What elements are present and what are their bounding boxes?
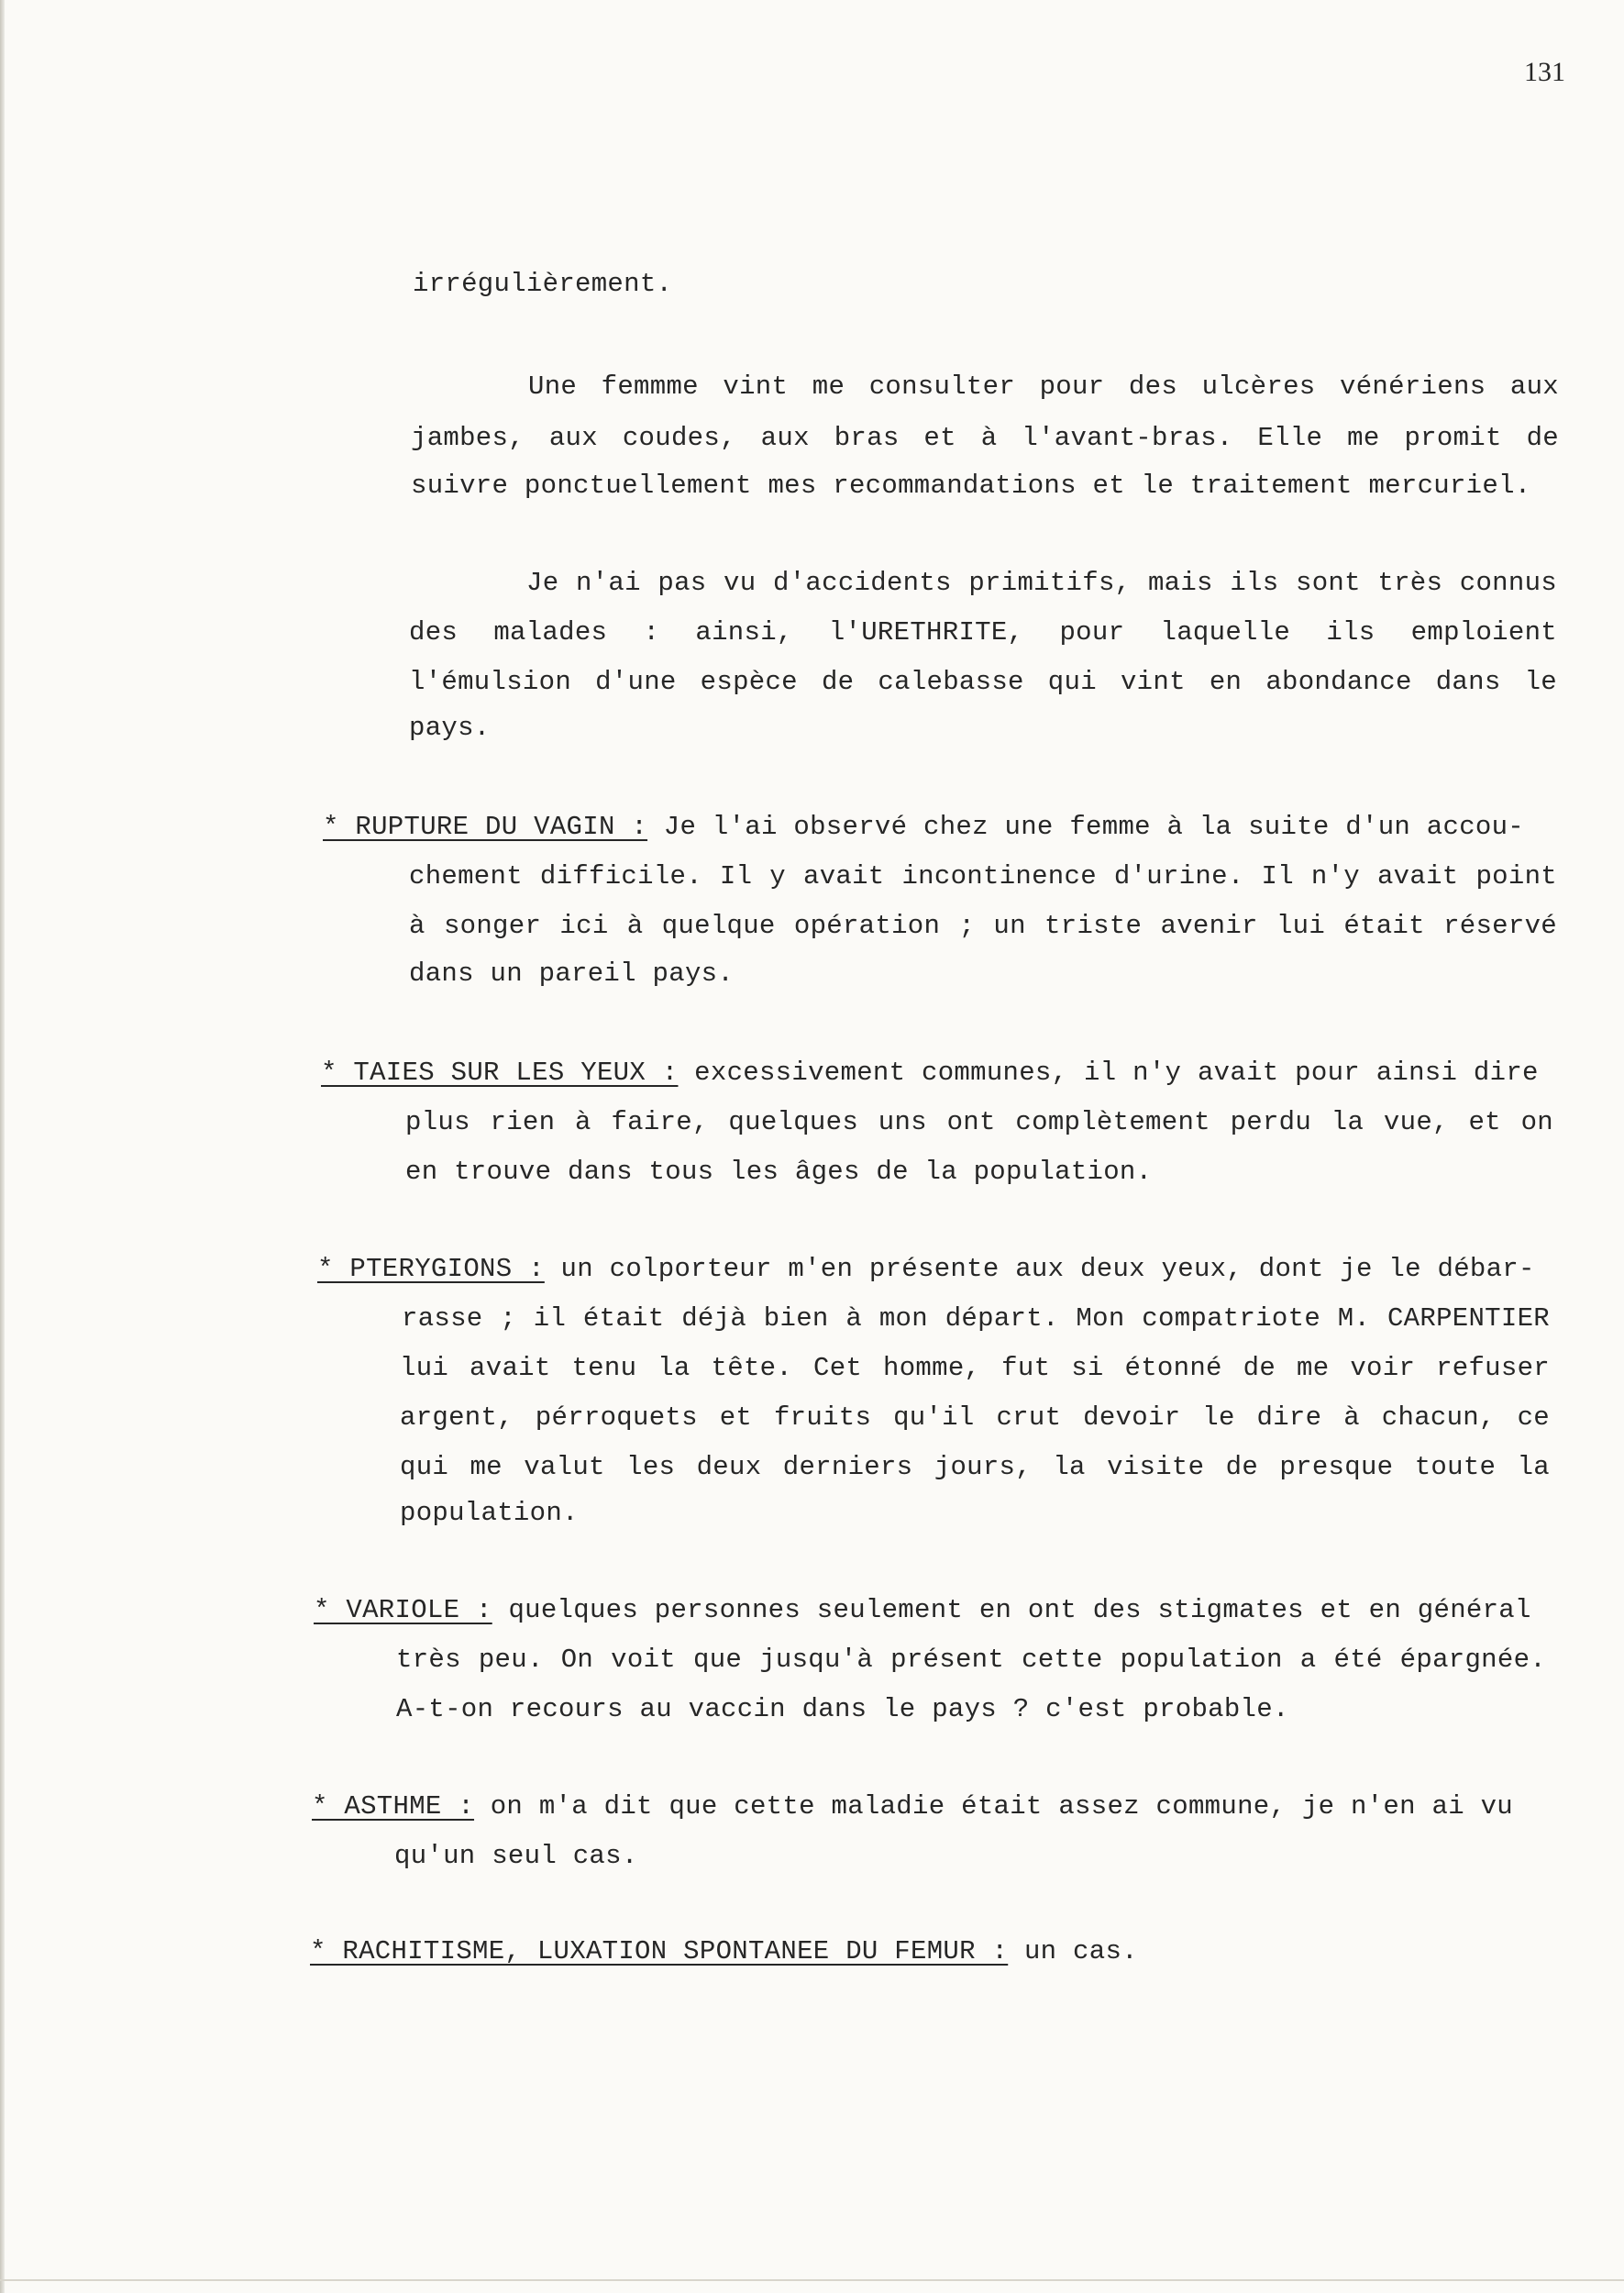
entry-heading: * VARIOLE : <box>314 1595 492 1625</box>
entry-first-line <box>317 1253 1535 1286</box>
entry-line: en trouve dans tous les âges de la population. <box>405 1157 1153 1187</box>
entry-line: qu'un seul cas. <box>394 1841 638 1871</box>
entry-line: population. <box>400 1498 579 1528</box>
entry-heading: * RACHITISME, LUXATION SPONTANEE DU FEMUR : <box>310 1936 1009 1966</box>
entry-text: Je l'ai observé chez une femme à la suite d'un accou- <box>663 812 1525 842</box>
entry-heading: * ASTHME : <box>312 1791 475 1822</box>
entry-line: A-t-on recours au vaccin dans le pays ? c'est probable. <box>396 1694 1289 1724</box>
entry-line: chement difficile. Il y avait incontinence d'urine. Il n'y avait point <box>409 861 1557 892</box>
text-line: l'émulsion d'une espèce de calebasse qui vint en abondance dans le <box>409 667 1557 697</box>
entry-first-line <box>321 1057 1539 1090</box>
entry-line: à songer ici à quelque opération ; un triste avenir lui était réservé <box>409 911 1557 941</box>
text-line: Une femmme vint me consulter pour des ulcères vénériens aux <box>528 371 1559 402</box>
entry-line: lui avait tenu la tête. Cet homme, fut si étonné de me voir refuser <box>400 1353 1550 1383</box>
page-bottom-edge <box>0 2279 1624 2281</box>
text-line: suivre ponctuellement mes recommandations et le traitement mercuriel. <box>411 471 1531 501</box>
entry-line: dans un pareil pays. <box>409 958 735 989</box>
entry-line: rasse ; il était déjà bien à mon départ. Mon compatriote M. CARPENTIER <box>402 1303 1550 1334</box>
entry-text: un cas. <box>1023 1936 1138 1966</box>
entry-first-line <box>323 811 1524 844</box>
entry-text: excessivement communes, il n'y avait pour ainsi dire <box>694 1058 1539 1088</box>
entry-text: un colporteur m'en présente aux deux yeux, dont je le débar- <box>560 1254 1535 1284</box>
text-line: jambes, aux coudes, aux bras et à l'avant-bras. Elle me promit de <box>411 423 1559 453</box>
entry-line: très peu. On voit que jusqu'à présent cette population a été épargnée. <box>396 1645 1546 1675</box>
entry-line: qui me valut les deux derniers jours, la visite de presque toute la <box>400 1452 1550 1482</box>
page-edge-shadow <box>0 0 5 2293</box>
entry-heading: * TAIES SUR LES YEUX : <box>321 1058 679 1088</box>
text-line: Je n'ai pas vu d'accidents primitifs, mais ils sont très connus <box>526 568 1557 598</box>
text-line: irrégulièrement. <box>413 269 673 299</box>
entry-line: argent, pérroquets et fruits qu'il crut devoir le dire à chacun, ce <box>400 1402 1550 1433</box>
entry-heading: * RUPTURE DU VAGIN : <box>323 812 648 842</box>
page-number: 131 <box>1524 57 1565 87</box>
entry-first-line <box>312 1790 1513 1823</box>
text-line: pays. <box>409 713 491 743</box>
entry-text: on m'a dit que cette maladie était assez commune, je n'en ai vu <box>490 1791 1514 1822</box>
text-line: des malades : ainsi, l'URETHRITE, pour laquelle ils emploient <box>409 617 1557 648</box>
entry-first-line <box>314 1594 1531 1627</box>
entry-text: quelques personnes seulement en ont des stigmates et en général <box>508 1595 1531 1625</box>
entry-first-line <box>310 1935 1138 1968</box>
entry-heading: * PTERYGIONS : <box>317 1254 545 1284</box>
entry-line: plus rien à faire, quelques uns ont complètement perdu la vue, et on <box>405 1107 1553 1137</box>
